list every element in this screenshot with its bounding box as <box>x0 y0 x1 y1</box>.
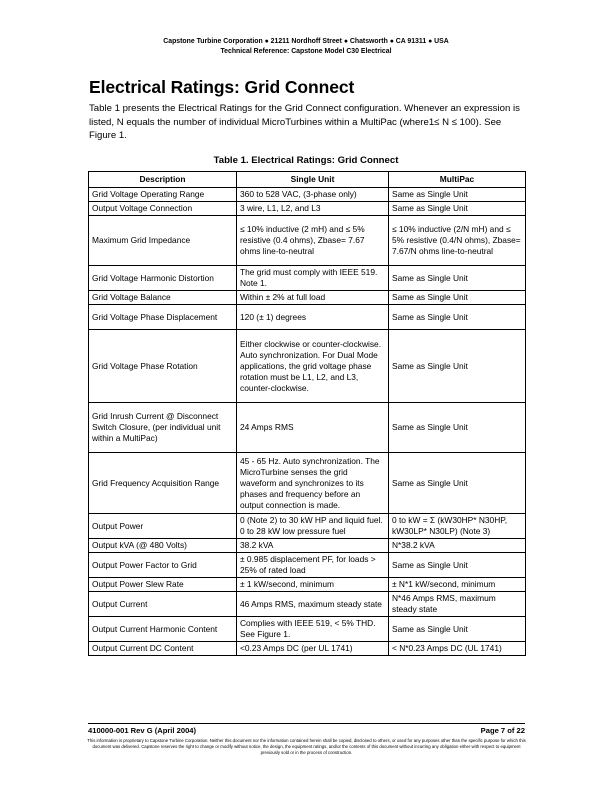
cell-description: Output Power <box>89 514 237 539</box>
cell-description: Grid Frequency Acquisition Range <box>89 453 237 514</box>
cell-description: Output Current <box>89 592 237 617</box>
cell-multipac: Same as Single Unit <box>389 453 526 514</box>
table-row <box>89 578 526 592</box>
cell-description: Grid Voltage Operating Range <box>89 188 237 202</box>
table-row <box>89 291 526 305</box>
footer-page-number: Page 7 of 22 <box>480 726 525 735</box>
cell-single-unit: 45 - 65 Hz. Auto synchronization. The MicroTurbine senses the grid waveform and synchronizes to its phases and frequency before an output connection is made. <box>237 453 389 514</box>
table-row <box>89 617 526 642</box>
cell-multipac: Same as Single Unit <box>389 266 526 291</box>
cell-single-unit: The grid must comply with IEEE 519. Note 1. <box>237 266 389 291</box>
table-row <box>89 403 526 453</box>
table-row <box>89 642 526 656</box>
cell-multipac: N*38.2 kVA <box>389 539 526 553</box>
cell-multipac: Same as Single Unit <box>389 305 526 330</box>
cell-multipac: Same as Single Unit <box>389 291 526 305</box>
cell-description: Output Power Factor to Grid <box>89 553 237 578</box>
cell-single-unit: 46 Amps RMS, maximum steady state <box>237 592 389 617</box>
cell-multipac: Same as Single Unit <box>389 403 526 453</box>
cell-single-unit: ± 0.985 displacement PF, for loads > 25% of rated load <box>237 553 389 578</box>
table-row <box>89 453 526 514</box>
intro-paragraph: Table 1 presents the Electrical Ratings for the Grid Connect configuration. Whenever an expression is listed, N equals the number of individual MicroTurbines within a MultiPac (where1≤ N ≤ 100). See Figure 1. <box>89 103 520 141</box>
footer-legal-notice: This information is proprietary to Capstone Turbine Corporation. Neither this document nor the information contained herein shall be copied, disclosed to others, or used for any purposes other than the specific purpose for which this document was delivered. Capstone reserves the right to change or modify without notice, the design, the equipment ratings, and/or the contents of this document without incurring any obligation either with respect to equipment previously sold or in the process of construction. <box>87 738 526 755</box>
cell-description: Grid Voltage Harmonic Distortion <box>89 266 237 291</box>
cell-multipac: ≤ 10% inductive (2/N mH) and ≤ 5% resistive (0.4/N ohms), Zbase= 7.67/N ohms line-to-neutral <box>389 216 526 266</box>
page-header <box>0 37 612 57</box>
ratings-table <box>88 171 526 656</box>
cell-description: Output Power Slew Rate <box>89 578 237 592</box>
cell-description: Output Current Harmonic Content <box>89 617 237 642</box>
table-header-row <box>89 172 526 188</box>
cell-single-unit: Complies with IEEE 519, < 5% THD. See Figure 1. <box>237 617 389 642</box>
cell-multipac: Same as Single Unit <box>389 188 526 202</box>
table-row <box>89 514 526 539</box>
cell-single-unit: ± 1 kW/second, minimum <box>237 578 389 592</box>
table-row <box>89 553 526 578</box>
cell-multipac: < N*0.23 Amps DC (UL 1741) <box>389 642 526 656</box>
cell-multipac: Same as Single Unit <box>389 617 526 642</box>
cell-single-unit: Either clockwise or counter-clockwise. Auto synchronization. For Dual Mode applications, the grid voltage phase rotation must be L1, L2, and L3, counter-clockwise. <box>237 330 389 403</box>
table-row <box>89 188 526 202</box>
cell-single-unit: 120 (± 1) degrees <box>237 305 389 330</box>
table-row <box>89 305 526 330</box>
column-header-single-unit: Single Unit <box>237 172 389 188</box>
footer-doc-id: 410000-001 Rev G (April 2004) <box>88 726 197 735</box>
header-doc-line: Technical Reference: Capstone Model C30 Electrical <box>220 48 392 55</box>
table-caption: Table 1. Electrical Ratings: Grid Connect <box>213 155 399 166</box>
cell-description: Output Voltage Connection <box>89 202 237 216</box>
cell-description: Output Current DC Content <box>89 642 237 656</box>
table-row <box>89 216 526 266</box>
cell-single-unit: 3 wire, L1, L2, and L3 <box>237 202 389 216</box>
cell-description: Grid Voltage Balance <box>89 291 237 305</box>
table-row <box>89 330 526 403</box>
footer-divider <box>88 723 525 724</box>
table-row <box>89 202 526 216</box>
cell-multipac: Same as Single Unit <box>389 553 526 578</box>
cell-description: Output kVA (@ 480 Volts) <box>89 539 237 553</box>
cell-description: Maximum Grid Impedance <box>89 216 237 266</box>
cell-single-unit: Within ± 2% at full load <box>237 291 389 305</box>
cell-single-unit: 38.2 kVA <box>237 539 389 553</box>
table-row <box>89 539 526 553</box>
column-header-description: Description <box>89 172 237 188</box>
cell-description: Grid Voltage Phase Displacement <box>89 305 237 330</box>
cell-single-unit: <0.23 Amps DC (per UL 1741) <box>237 642 389 656</box>
cell-single-unit: ≤ 10% inductive (2 mH) and ≤ 5% resistive (0.4 ohms), Zbase= 7.67 ohms line-to-neutral <box>237 216 389 266</box>
cell-multipac: ± N*1 kW/second, minimum <box>389 578 526 592</box>
cell-multipac: N*46 Amps RMS, maximum steady state <box>389 592 526 617</box>
table-row <box>89 266 526 291</box>
cell-multipac: Same as Single Unit <box>389 330 526 403</box>
cell-multipac: Same as Single Unit <box>389 202 526 216</box>
column-header-multipac: MultiPac <box>389 172 526 188</box>
cell-multipac: 0 to kW = Σ (kW30HP* N30HP, kW30LP* N30LP) (Note 3) <box>389 514 526 539</box>
cell-single-unit: 0 (Note 2) to 30 kW HP and liquid fuel. 0 to 28 kW low pressure fuel <box>237 514 389 539</box>
cell-description: Grid Voltage Phase Rotation <box>89 330 237 403</box>
page-title: Electrical Ratings: Grid Connect <box>89 77 355 97</box>
header-company-line: Capstone Turbine Corporation ● 21211 Nordhoff Street ● Chatsworth ● CA 91311 ● USA <box>163 38 449 45</box>
cell-single-unit: 24 Amps RMS <box>237 403 389 453</box>
cell-single-unit: 360 to 528 VAC, (3-phase only) <box>237 188 389 202</box>
cell-description: Grid Inrush Current @ Disconnect Switch Closure, (per individual unit within a MultiPac) <box>89 403 237 453</box>
table-row <box>89 592 526 617</box>
